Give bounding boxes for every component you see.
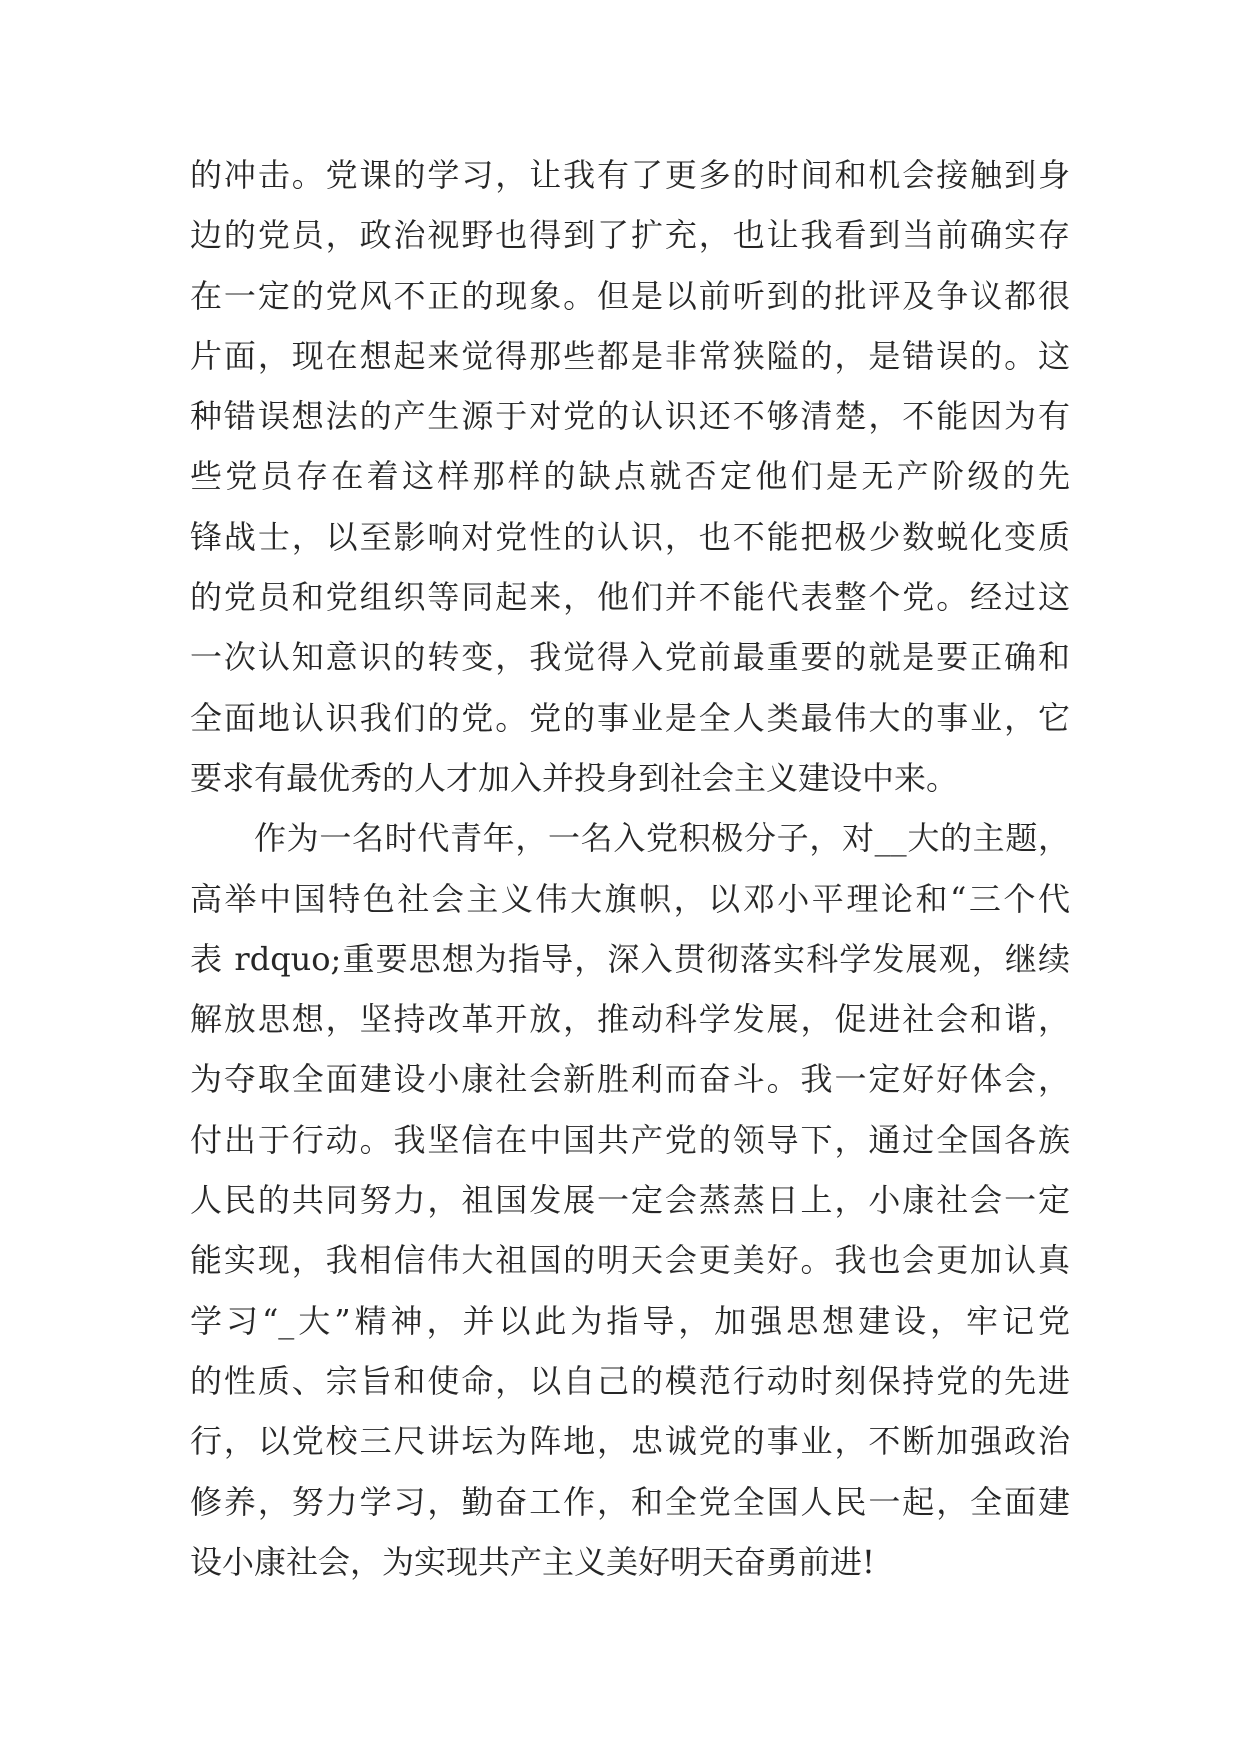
text-line: 付出于行动。我坚信在中国共产党的领导下，通过全国各族 bbox=[190, 1120, 1070, 1159]
text-line: 能实现，我相信伟大祖国的明天会更美好。我也会更加认真 bbox=[190, 1241, 1070, 1280]
text-line: 表 rdquo;重要思想为指导，深入贯彻落实科学发展观，继续 bbox=[190, 939, 1070, 978]
text-line: 的冲击。党课的学习，让我有了更多的时间和机会接触到身 bbox=[190, 156, 1070, 194]
text-line: 些党员存在着这样那样的缺点就否定他们是无产阶级的先 bbox=[190, 457, 1070, 496]
text-line: 种错误想法的产生源于对党的认识还不够清楚，不能因为有 bbox=[190, 397, 1070, 436]
text-line: 人民的共同努力，祖国发展一定会蒸蒸日上，小康社会一定 bbox=[190, 1181, 1070, 1220]
text-line: 的党员和党组织等同起来，他们并不能代表整个党。经过这 bbox=[190, 578, 1070, 617]
text-line: 一次认知意识的转变，我觉得入党前最重要的就是要正确和 bbox=[190, 638, 1070, 677]
body-text bbox=[190, 145, 1070, 1592]
text-line: 行，以党校三尺讲坛为阵地，忠诚党的事业，不断加强政治 bbox=[190, 1422, 1070, 1461]
text-line: 解放思想，坚持改革开放，推动科学发展，促进社会和谐， bbox=[190, 1000, 1070, 1039]
text-line: 设小康社会，为实现共产主义美好明天奋勇前进! bbox=[190, 1542, 875, 1581]
text-line: 要求有最优秀的人才加入并投身到社会主义建设中来。 bbox=[190, 758, 959, 797]
text-line: 修养，努力学习，勤奋工作，和全党全国人民一起，全面建 bbox=[190, 1482, 1070, 1521]
text-line: 为夺取全面建设小康社会新胜利而奋斗。我一定好好体会， bbox=[190, 1060, 1070, 1099]
text-line: 全面地认识我们的党。党的事业是全人类最伟大的事业，它 bbox=[190, 698, 1070, 737]
text-line: 片面，现在想起来觉得那些都是非常狭隘的，是错误的。这 bbox=[190, 336, 1070, 375]
text-line: 边的党员，政治视野也得到了扩充，也让我看到当前确实存 bbox=[190, 216, 1070, 255]
text-line: 在一定的党风不正的现象。但是以前听到的批评及争议都很 bbox=[190, 276, 1070, 315]
text-line: 锋战士，以至影响对党性的认识，也不能把极少数蜕化变质 bbox=[190, 517, 1070, 556]
text-line: 高举中国特色社会主义伟大旗帜，以邓小平理论和“三个代 bbox=[190, 879, 1070, 918]
text-line: 的性质、宗旨和使命，以自己的模范行动时刻保持党的先进 bbox=[190, 1361, 1070, 1400]
text-line: 学习“_大”精神，并以此为指导，加强思想建设，牢记党 bbox=[190, 1301, 1070, 1340]
text-line: 作为一名时代青年，一名入党积极分子，对__大的主题， bbox=[254, 819, 1070, 858]
